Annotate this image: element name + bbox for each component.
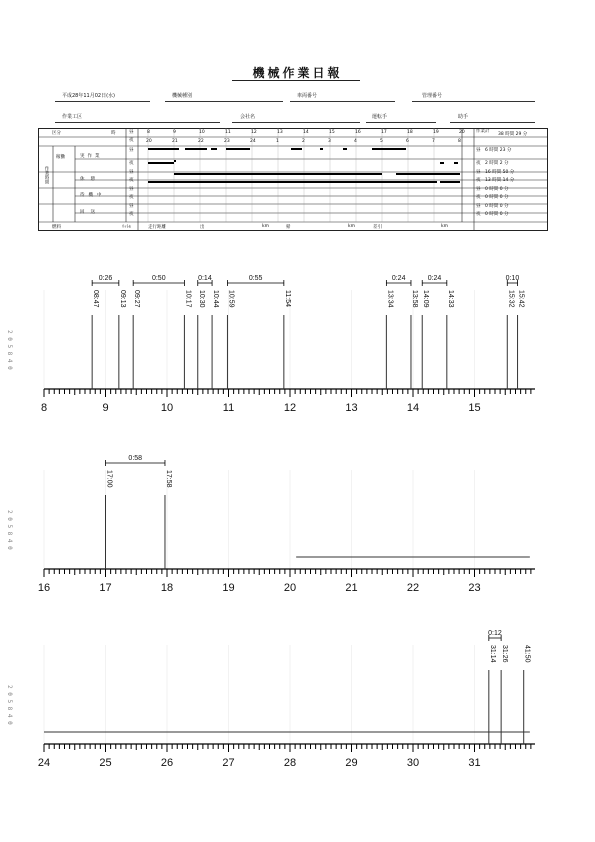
row-shift-1: 夜	[129, 161, 134, 166]
row-total-value-5: 0 時間 0 分	[485, 195, 509, 200]
hour-day-14: 14	[303, 130, 309, 135]
title-underline	[232, 80, 360, 81]
duration-label-0: 0:12	[488, 630, 502, 637]
axis-label-9: 9	[102, 402, 109, 414]
date-underline	[55, 101, 150, 102]
return-label: 帰	[286, 225, 291, 230]
diff-label: 差引	[373, 225, 382, 230]
hour-day-10: 10	[199, 130, 205, 135]
site-label: 作業工区	[62, 114, 83, 120]
driver-label: 運転手	[372, 114, 388, 120]
hour-day-17: 17	[381, 130, 387, 135]
row-total-value-7: 0 時間 0 分	[485, 212, 509, 217]
axis-label-25: 25	[99, 757, 112, 769]
row-shift-0: 昼	[129, 148, 134, 153]
hour-day-13: 13	[277, 130, 283, 135]
row-total-shift-2: 昼	[476, 170, 481, 175]
side-glyphs: 2 0 5 8 4 0	[6, 510, 13, 550]
axis-label-13: 13	[345, 402, 358, 414]
hour-day-19: 19	[433, 130, 439, 135]
rest-label: 休憩	[80, 177, 101, 182]
row-total-shift-4: 昼	[476, 187, 481, 192]
row-total-value-4: 0 時間 0 分	[485, 187, 509, 192]
axis-label-15: 15	[468, 402, 481, 414]
event-time-2: 41:50	[523, 645, 531, 663]
total-header: 作業計	[476, 129, 490, 134]
row-shift-6: 昼	[129, 204, 134, 209]
actual-work-label: 実作業	[80, 154, 103, 159]
hour-night-6: 6	[406, 139, 409, 144]
row-total-value-1: 2 時間 2 分	[485, 161, 509, 166]
driver-underline	[366, 122, 436, 123]
hour-night-21: 21	[172, 139, 178, 144]
row-total-shift-1: 夜	[476, 161, 481, 166]
axis-label-28: 28	[283, 757, 297, 769]
axis-label-31: 31	[468, 757, 481, 769]
standby-label: 待機中	[80, 193, 106, 198]
fuel-unit: ﾘｯﾄﾙ	[122, 225, 131, 230]
event-time-7: 11:54	[283, 290, 291, 307]
axis-label-29: 29	[345, 757, 358, 769]
axis-label-24: 24	[37, 757, 51, 769]
event-time-0: 08:47	[92, 290, 100, 308]
assistant-underline	[450, 122, 535, 123]
event-time-5: 10:44	[212, 290, 220, 308]
event-time-6: 10:59	[227, 290, 235, 308]
hour-night-20: 20	[146, 139, 152, 144]
hour-night-22: 22	[198, 139, 204, 144]
event-time-2: 09:27	[133, 290, 141, 308]
duration-label-1: 0:50	[151, 275, 166, 282]
axis-label-17: 17	[99, 582, 112, 594]
event-time-1: 31:26	[501, 645, 509, 663]
axis-label-19: 19	[222, 582, 235, 594]
hour-day-18: 18	[407, 130, 413, 135]
row-total-shift-7: 夜	[476, 212, 481, 217]
distance-label: 走行距離	[148, 225, 166, 230]
hour-day-15: 15	[329, 130, 335, 135]
hour-night-5: 5	[380, 139, 383, 144]
axis-label-26: 26	[160, 757, 174, 769]
km-return: km	[348, 224, 355, 229]
vehicle-no-label: 車両番号	[297, 93, 318, 99]
hour-day-9: 9	[173, 130, 176, 135]
duration-label-4: 0:24	[391, 275, 406, 282]
row-total-shift-6: 昼	[476, 204, 481, 209]
row-total-value-6: 0 時間 0 分	[485, 204, 509, 209]
hour-day-11: 11	[225, 130, 231, 135]
hour-day-12: 12	[251, 130, 257, 135]
total-header-value: 38 時間 29 分	[498, 132, 528, 137]
hour-night-24: 24	[250, 139, 256, 144]
duration-label-5: 0:24	[427, 275, 442, 282]
company-underline	[232, 122, 360, 123]
hour-night-8: 8	[458, 139, 461, 144]
company-label: 会社名	[240, 114, 256, 120]
axis-label-18: 18	[160, 582, 174, 594]
event-time-11: 14:33	[446, 290, 454, 308]
fuel-label: 燃料	[52, 225, 61, 230]
hour-night-23: 23	[224, 139, 230, 144]
row-total-value-3: 13 時間 14 分	[485, 178, 515, 183]
transport-label: 回送	[80, 210, 101, 215]
duration-label-0: 0:58	[128, 455, 143, 462]
report-title: 機械作業日報	[252, 66, 343, 80]
event-time-3: 10:17	[184, 290, 192, 308]
ji-label: 時	[111, 131, 116, 136]
timeline-0	[0, 260, 595, 420]
event-time-1: 09:13	[118, 290, 126, 308]
duration-label-6: 0:10	[505, 275, 520, 282]
event-time-9: 13:58	[410, 290, 418, 308]
axis-label-30: 30	[406, 757, 420, 769]
row-shift-7: 夜	[129, 212, 134, 217]
axis-label-23: 23	[468, 582, 481, 594]
axis-label-22: 22	[406, 582, 420, 594]
event-time-10: 14:09	[422, 290, 430, 308]
report-date: 平成28年11月02日(水)	[62, 93, 115, 99]
event-time-4: 10:30	[197, 290, 205, 308]
hour-night-1: 1	[276, 139, 279, 144]
hour-night-3: 3	[328, 139, 331, 144]
site-underline	[55, 122, 220, 123]
row-shift-2: 昼	[129, 170, 134, 175]
row-total-shift-5: 夜	[476, 195, 481, 200]
axis-label-12: 12	[283, 402, 297, 414]
hour-night-2: 2	[302, 139, 305, 144]
hour-night-7: 7	[432, 139, 435, 144]
machine-type-underline	[165, 101, 283, 102]
row-shift-4: 昼	[129, 187, 134, 192]
event-time-8: 13:34	[386, 290, 394, 308]
event-time-1: 17:58	[164, 470, 172, 488]
side-label: 作業時間	[44, 166, 49, 184]
hour-day-20: 20	[459, 130, 465, 135]
axis-label-10: 10	[160, 402, 174, 414]
kubun-label: 区分	[52, 131, 61, 136]
running-label: 稼働	[56, 155, 65, 160]
axis-label-11: 11	[222, 402, 235, 414]
axis-label-8: 8	[40, 402, 48, 414]
km-depart: km	[262, 224, 269, 229]
axis-label-21: 21	[345, 582, 358, 594]
event-time-0: 31:14	[488, 645, 496, 663]
row-total-value-0: 6 時間 23 分	[485, 148, 512, 153]
timeline-1	[0, 440, 595, 600]
hour-day-16: 16	[355, 130, 361, 135]
hour-night-4: 4	[354, 139, 357, 144]
axis-label-27: 27	[222, 757, 235, 769]
axis-label-14: 14	[406, 402, 420, 414]
row-shift-3: 夜	[129, 178, 134, 183]
day-shift-label: 昼	[129, 130, 134, 135]
axis-label-16: 16	[37, 582, 51, 594]
night-shift-label: 夜	[129, 138, 134, 143]
event-time-12: 15:32	[507, 290, 515, 308]
depart-label: 出	[200, 225, 205, 230]
row-total-shift-0: 昼	[476, 148, 481, 153]
hour-day-8: 8	[147, 130, 150, 135]
duration-label-2: 0:14	[198, 275, 212, 282]
machine-type-label: 機械種別	[172, 93, 193, 99]
side-glyphs: 2 0 5 8 4 0	[6, 330, 13, 370]
event-time-0: 17:00	[105, 470, 113, 488]
row-total-shift-3: 夜	[476, 178, 481, 183]
row-shift-5: 夜	[129, 195, 134, 200]
duration-label-3: 0:55	[248, 275, 263, 282]
duration-label-0: 0:26	[98, 275, 113, 282]
assistant-label: 助手	[458, 114, 469, 120]
mgmt-no-label: 管理番号	[422, 93, 443, 99]
mgmt-no-underline	[412, 101, 535, 102]
km-diff: km	[441, 224, 448, 229]
timeline-2	[0, 615, 595, 775]
row-total-value-2: 16 時間 50 分	[485, 170, 515, 175]
event-time-13: 15:42	[517, 290, 525, 308]
vehicle-no-underline	[290, 101, 395, 102]
side-glyphs: 2 0 5 8 4 0	[6, 685, 13, 725]
axis-label-20: 20	[283, 582, 297, 594]
